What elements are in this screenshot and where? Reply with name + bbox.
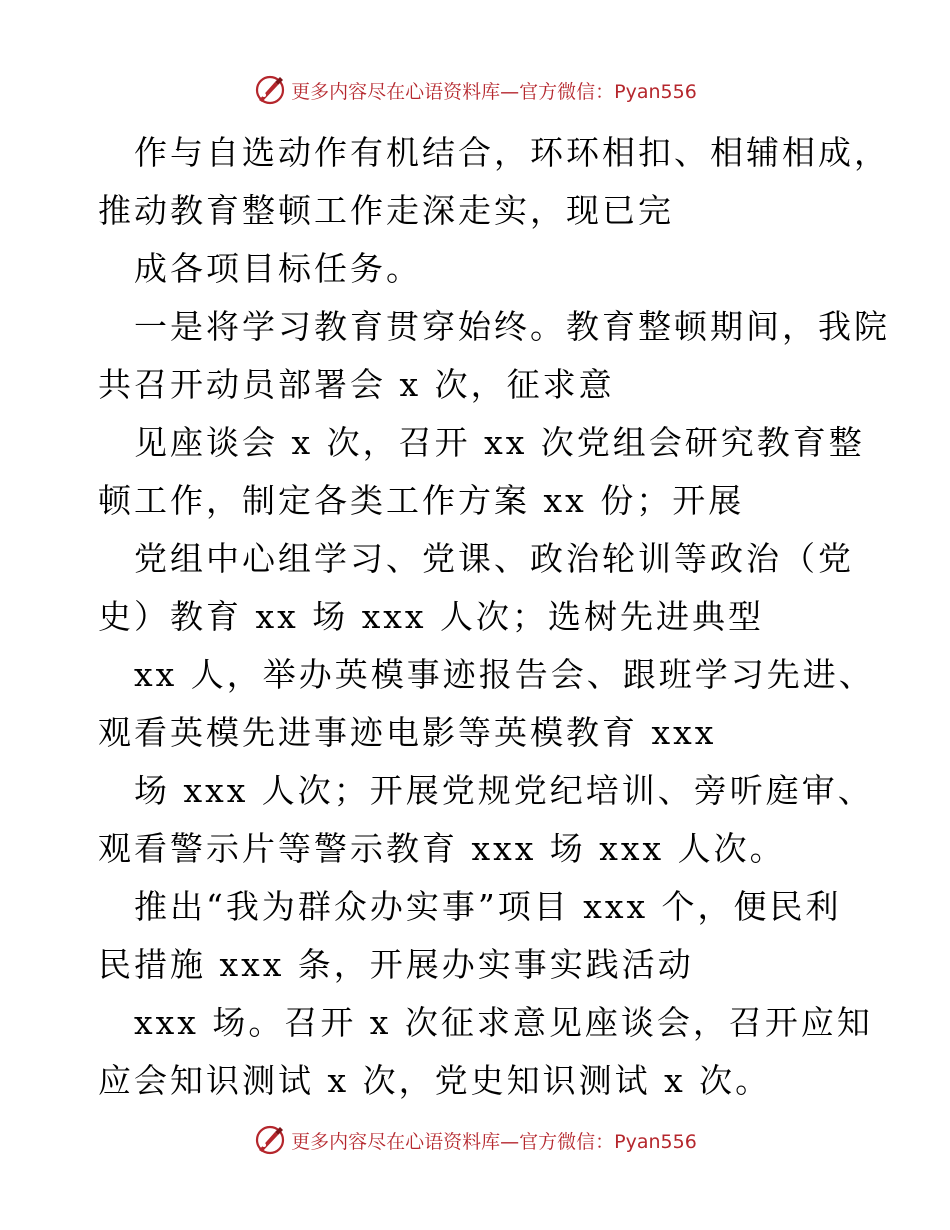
text-line: 作与自选动作有机结合，环环相扣、相辅相成， <box>134 133 890 172</box>
text-line: 应会知识测试 x 次，党史知识测试 x 次。 <box>98 1061 772 1100</box>
text-line: 一是将学习教育贯穿始终。教育整顿期间，我院 <box>134 307 890 346</box>
header-watermark <box>0 70 950 110</box>
text-line: 推动教育整顿工作走深走实，现已完 <box>98 191 674 230</box>
text-line: 场 xxx 人次；开展党规党纪培训、旁听庭审、 <box>134 771 874 810</box>
text-line: xxx 场。召开 x 次征求意见座谈会，召开应知 <box>134 1003 873 1042</box>
quill-pen-circle-icon <box>253 73 287 107</box>
text-line: 顿工作，制定各类工作方案 xx 份；开展 <box>98 481 745 520</box>
document-body <box>0 124 950 1110</box>
quill-pen-circle-icon <box>253 1123 287 1157</box>
footer-watermark <box>0 1120 950 1160</box>
text-line: 民措施 xxx 条，开展办实事实践活动 <box>98 945 694 984</box>
text-line: 史）教育 xx 场 xxx 人次；选树先进典型 <box>98 597 765 636</box>
text-line: xx 人，举办英模事迹报告会、跟班学习先进、 <box>134 655 875 694</box>
text-line: 共召开动员部署会 x 次，征求意 <box>98 365 615 404</box>
text-line: 观看英模先进事迹电影等英模教育 xxx <box>98 713 717 752</box>
watermark-text: 更多内容尽在心语资料库—官方微信：Pyan556 <box>291 1130 697 1153</box>
text-line: 推出“我为群众办实事”项目 xxx 个，便民利 <box>134 887 842 926</box>
text-line: 成各项目标任务。 <box>134 249 422 288</box>
watermark-text: 更多内容尽在心语资料库—官方微信：Pyan556 <box>291 80 697 103</box>
text-line: 观看警示片等警示教育 xxx 场 xxx 人次。 <box>98 829 786 868</box>
text-line: 党组中心组学习、党课、政治轮训等政治（党 <box>134 539 854 578</box>
text-line: 见座谈会 x 次，召开 xx 次党组会研究教育整 <box>134 423 865 462</box>
